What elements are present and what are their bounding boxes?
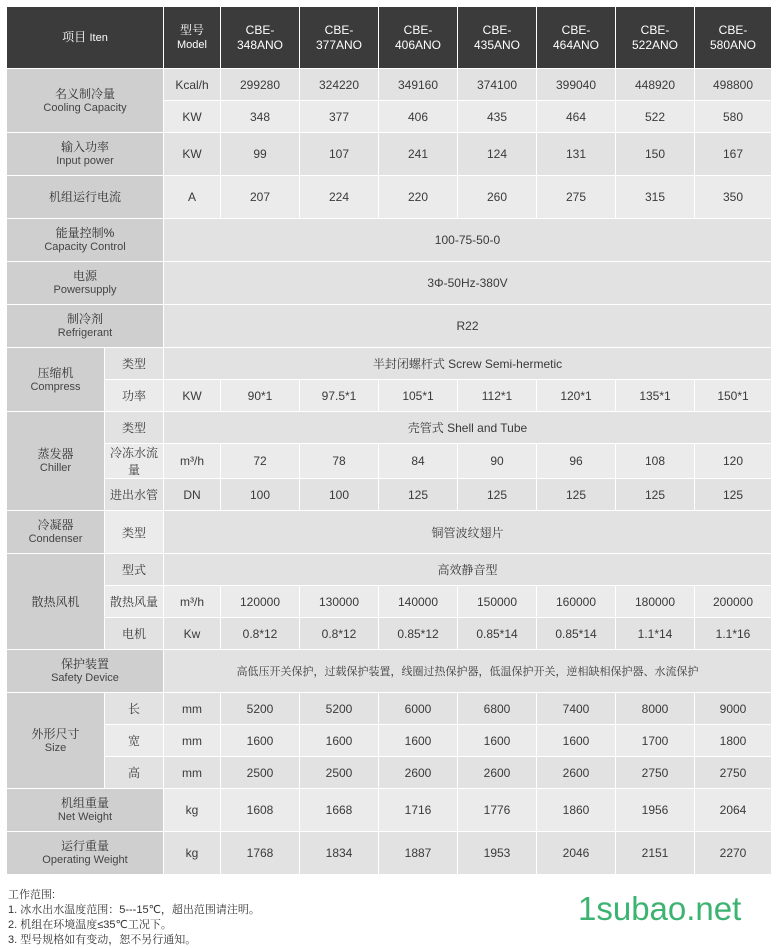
model-col-2: CBE- 377ANO xyxy=(300,7,379,69)
model-col-5: CBE- 464ANO xyxy=(537,7,616,69)
value-cell: 96 xyxy=(537,444,616,479)
unit-cell: A xyxy=(164,176,221,219)
unit-cell: mm xyxy=(164,757,221,789)
fan-air-row xyxy=(7,586,772,618)
header-row xyxy=(7,7,772,69)
value-cell: 377 xyxy=(300,101,379,133)
value-cell: 167 xyxy=(695,133,772,176)
sub-label: 高 xyxy=(105,757,164,789)
sub-label: 散热风量 xyxy=(105,586,164,618)
working-range-notes xyxy=(8,888,260,948)
value-cell: 9000 xyxy=(695,693,772,725)
model-col-4: CBE- 435ANO xyxy=(458,7,537,69)
value-cell: 224 xyxy=(300,176,379,219)
value-cell: 374100 xyxy=(458,69,537,101)
model-col-3: CBE- 406ANO xyxy=(379,7,458,69)
size-length-row xyxy=(7,693,772,725)
model-col-1: CBE- 348ANO xyxy=(221,7,300,69)
value-cell: 522 xyxy=(616,101,695,133)
value-cell: 90*1 xyxy=(221,380,300,412)
value-cell: 464 xyxy=(537,101,616,133)
value-cell: 0.8*12 xyxy=(221,618,300,650)
unit-cell: kg xyxy=(164,832,221,875)
value-cell: 99 xyxy=(221,133,300,176)
value-cell: 100 xyxy=(221,479,300,511)
sub-label: 电机 xyxy=(105,618,164,650)
evaporator-type-row xyxy=(7,412,772,444)
item-header: 项目 Iten xyxy=(7,7,164,69)
protection-label: 保护装置 Safety Device xyxy=(7,650,164,693)
operating-weight-row xyxy=(7,832,772,875)
note-line: 2. 机组在环境温度≤35℃工况下。 xyxy=(8,919,172,931)
value-cell: 0.85*14 xyxy=(537,618,616,650)
note-line: 3. 型号规格如有变动，恕不另行通知。 xyxy=(8,934,197,946)
value-cell: 125 xyxy=(379,479,458,511)
protection-row xyxy=(7,650,772,693)
value-cell: 8000 xyxy=(616,693,695,725)
sub-label: 类型 xyxy=(105,348,164,380)
value-cell: 1600 xyxy=(379,725,458,757)
value-cell: 220 xyxy=(379,176,458,219)
value-cell: 1.1*16 xyxy=(695,618,772,650)
value-cell: 125 xyxy=(695,479,772,511)
compressor-power-row xyxy=(7,380,772,412)
value-cell: 350 xyxy=(695,176,772,219)
value-cell: 1600 xyxy=(300,725,379,757)
value-cell: 150 xyxy=(616,133,695,176)
value-cell: 207 xyxy=(221,176,300,219)
value-cell: 150000 xyxy=(458,586,537,618)
value-cell: 2046 xyxy=(537,832,616,875)
value-cell: 6000 xyxy=(379,693,458,725)
value-cell: 1776 xyxy=(458,789,537,832)
sub-label: 型式 xyxy=(105,554,164,586)
unit-cell: m³/h xyxy=(164,586,221,618)
value-cell: 275 xyxy=(537,176,616,219)
value-cell: 1716 xyxy=(379,789,458,832)
value-cell: 349160 xyxy=(379,69,458,101)
value-cell: 1768 xyxy=(221,832,300,875)
value-cell: 100 xyxy=(300,479,379,511)
value-cell: 125 xyxy=(616,479,695,511)
capacity-control-value: 100-75-50-0 xyxy=(164,219,772,262)
value-cell: 78 xyxy=(300,444,379,479)
value-cell: 1600 xyxy=(537,725,616,757)
value-cell: 1668 xyxy=(300,789,379,832)
value-cell: 140000 xyxy=(379,586,458,618)
sub-label: 冷冻水流量 xyxy=(105,444,164,479)
condenser-row xyxy=(7,511,772,554)
value-cell: 1700 xyxy=(616,725,695,757)
value-cell: 1887 xyxy=(379,832,458,875)
value-cell: 2151 xyxy=(616,832,695,875)
unit-cell: mm xyxy=(164,693,221,725)
value-cell: 2750 xyxy=(616,757,695,789)
condenser-label: 冷凝器 Condenser xyxy=(7,511,105,554)
value-cell: 406 xyxy=(379,101,458,133)
value-cell: 7400 xyxy=(537,693,616,725)
value-cell: 315 xyxy=(616,176,695,219)
value-cell: 2600 xyxy=(537,757,616,789)
cooling-label: 名义制冷量 Cooling Capacity xyxy=(7,69,164,133)
input-power-row xyxy=(7,133,772,176)
value-cell: 260 xyxy=(458,176,537,219)
value-cell: 1953 xyxy=(458,832,537,875)
unit-cell: KW xyxy=(164,380,221,412)
sub-label: 长 xyxy=(105,693,164,725)
net-weight-label: 机组重量 Net Weight xyxy=(7,789,164,832)
value-cell: 1800 xyxy=(695,725,772,757)
compressor-label: 压缩机 Compress xyxy=(7,348,105,412)
value-cell: 1860 xyxy=(537,789,616,832)
unit-cell: m³/h xyxy=(164,444,221,479)
note-line: 1. 冰水出水温度范围：5---15℃，超出范围请注明。 xyxy=(8,904,260,916)
value-cell: 5200 xyxy=(221,693,300,725)
value-cell: 200000 xyxy=(695,586,772,618)
size-height-row xyxy=(7,757,772,789)
value-cell: 150*1 xyxy=(695,380,772,412)
unit-cell: Kw xyxy=(164,618,221,650)
value-cell: 0.8*12 xyxy=(300,618,379,650)
operating-weight-label: 运行重量 Operating Weight xyxy=(7,832,164,875)
evaporator-label: 蒸发器 Chiller xyxy=(7,412,105,511)
value-cell: 2750 xyxy=(695,757,772,789)
capacity-control-row xyxy=(7,219,772,262)
current-label: 机组运行电流 xyxy=(7,176,164,219)
sub-label: 进出水管 xyxy=(105,479,164,511)
refrigerant-row xyxy=(7,305,772,348)
value-cell: 2270 xyxy=(695,832,772,875)
model-col-6: CBE- 522ANO xyxy=(616,7,695,69)
value-cell: 498800 xyxy=(695,69,772,101)
refrigerant-value: R22 xyxy=(164,305,772,348)
value-cell: 120000 xyxy=(221,586,300,618)
value-cell: 72 xyxy=(221,444,300,479)
value-cell: 120*1 xyxy=(537,380,616,412)
power-supply-value: 3Φ-50Hz-380V xyxy=(164,262,772,305)
refrigerant-label: 制冷剂 Refrigerant xyxy=(7,305,164,348)
value-cell: 84 xyxy=(379,444,458,479)
value-cell: 0.85*12 xyxy=(379,618,458,650)
value-cell: 1608 xyxy=(221,789,300,832)
value-cell: 241 xyxy=(379,133,458,176)
value-cell: 120 xyxy=(695,444,772,479)
value-cell: 580 xyxy=(695,101,772,133)
value-cell: 448920 xyxy=(616,69,695,101)
value-cell: 160000 xyxy=(537,586,616,618)
capacity-control-label: 能量控制% Capacity Control xyxy=(7,219,164,262)
value-cell: 435 xyxy=(458,101,537,133)
spec-table xyxy=(6,6,772,875)
input-power-label: 输入功率 Input power xyxy=(7,133,164,176)
value-cell: 125 xyxy=(458,479,537,511)
fan-label: 散热风机 xyxy=(7,554,105,650)
cooling-kcal-row xyxy=(7,69,772,101)
compressor-type-value: 半封闭螺杆式 Screw Semi-hermetic xyxy=(164,348,772,380)
sub-label: 类型 xyxy=(105,511,164,554)
value-cell: 299280 xyxy=(221,69,300,101)
unit-cell: DN xyxy=(164,479,221,511)
model-header: 型号 Model xyxy=(164,7,221,69)
evaporator-type-value: 壳管式 Shell and Tube xyxy=(164,412,772,444)
value-cell: 180000 xyxy=(616,586,695,618)
value-cell: 135*1 xyxy=(616,380,695,412)
fan-motor-row xyxy=(7,618,772,650)
value-cell: 1600 xyxy=(221,725,300,757)
value-cell: 130000 xyxy=(300,586,379,618)
value-cell: 107 xyxy=(300,133,379,176)
value-cell: 1.1*14 xyxy=(616,618,695,650)
value-cell: 1834 xyxy=(300,832,379,875)
notes-title: 工作范围: xyxy=(8,889,56,901)
condenser-type-value: 铜管波纹翅片 xyxy=(164,511,772,554)
value-cell: 105*1 xyxy=(379,380,458,412)
value-cell: 108 xyxy=(616,444,695,479)
protection-value: 高低压开关保护，过载保护装置，线圈过热保护器，低温保护开关，逆相缺相保护器、水流保护 xyxy=(164,650,772,693)
model-col-7: CBE- 580ANO xyxy=(695,7,772,69)
current-row xyxy=(7,176,772,219)
unit-cell: kg xyxy=(164,789,221,832)
value-cell: 97.5*1 xyxy=(300,380,379,412)
value-cell: 0.85*14 xyxy=(458,618,537,650)
size-label: 外形尺寸 Size xyxy=(7,693,105,789)
value-cell: 90 xyxy=(458,444,537,479)
value-cell: 2500 xyxy=(300,757,379,789)
unit-cell: mm xyxy=(164,725,221,757)
sub-label: 宽 xyxy=(105,725,164,757)
compressor-type-row xyxy=(7,348,772,380)
unit-cell: Kcal/h xyxy=(164,69,221,101)
unit-cell: KW xyxy=(164,133,221,176)
value-cell: 6800 xyxy=(458,693,537,725)
value-cell: 1600 xyxy=(458,725,537,757)
sub-label: 类型 xyxy=(105,412,164,444)
size-width-row xyxy=(7,725,772,757)
fan-form-value: 高效静音型 xyxy=(164,554,772,586)
value-cell: 124 xyxy=(458,133,537,176)
value-cell: 2600 xyxy=(458,757,537,789)
fan-form-row xyxy=(7,554,772,586)
value-cell: 2600 xyxy=(379,757,458,789)
power-supply-label: 电源 Powersupply xyxy=(7,262,164,305)
value-cell: 5200 xyxy=(300,693,379,725)
value-cell: 131 xyxy=(537,133,616,176)
value-cell: 112*1 xyxy=(458,380,537,412)
watermark-logo: 1subao.net xyxy=(578,890,742,927)
value-cell: 348 xyxy=(221,101,300,133)
sub-label: 功率 xyxy=(105,380,164,412)
net-weight-row xyxy=(7,789,772,832)
value-cell: 2064 xyxy=(695,789,772,832)
value-cell: 324220 xyxy=(300,69,379,101)
evaporator-flow-row xyxy=(7,444,772,479)
value-cell: 125 xyxy=(537,479,616,511)
value-cell: 2500 xyxy=(221,757,300,789)
power-supply-row xyxy=(7,262,772,305)
unit-cell: KW xyxy=(164,101,221,133)
value-cell: 399040 xyxy=(537,69,616,101)
evaporator-pipe-row xyxy=(7,479,772,511)
value-cell: 1956 xyxy=(616,789,695,832)
